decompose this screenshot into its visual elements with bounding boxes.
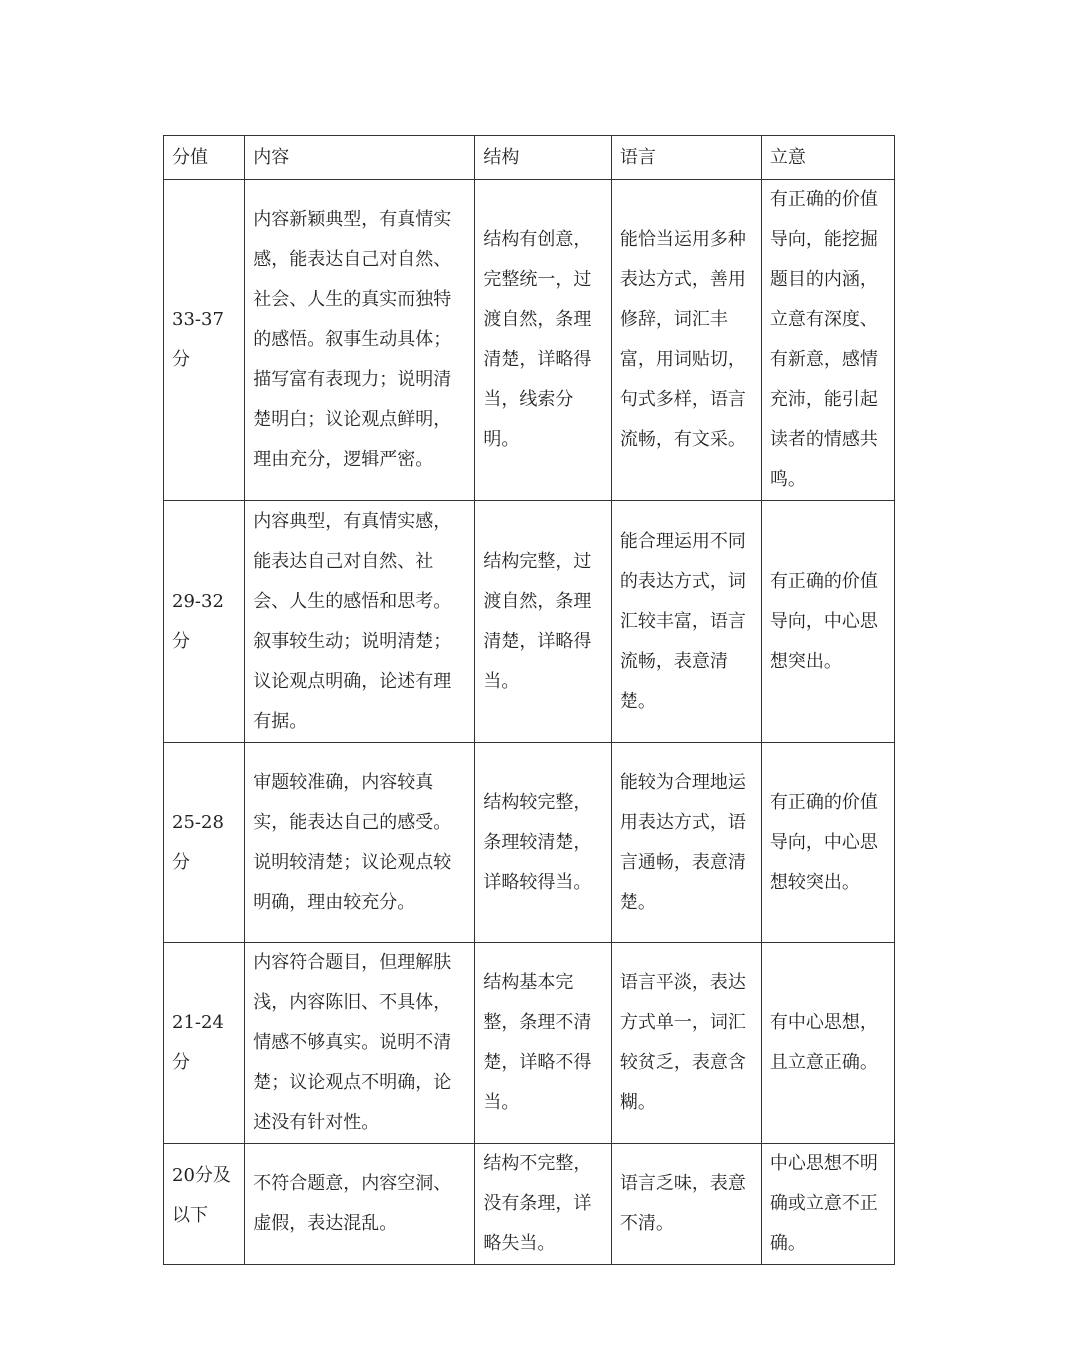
language-cell: 语言乏味，表意不清。 [611, 1144, 761, 1265]
theme-cell: 有正确的价值导向，中心思想较突出。 [761, 743, 894, 943]
table-row [164, 180, 895, 501]
language-cell: 语言平淡，表达方式单一，词汇较贫乏，表意含糊。 [611, 943, 761, 1144]
table-row [164, 501, 895, 743]
score-cell: 25-28分 [164, 743, 245, 943]
header-score: 分值 [164, 136, 245, 180]
content-cell: 内容新颖典型，有真情实感，能表达自己对自然、社会、人生的真实而独特的感悟。叙事生动具体；描写富有表现力；说明清楚明白；议论观点鲜明，理由充分，逻辑严密。 [245, 180, 475, 501]
theme-cell: 有中心思想，且立意正确。 [761, 943, 894, 1144]
theme-cell: 有正确的价值导向，能挖掘题目的内涵，立意有深度、有新意，感情充沛，能引起读者的情感共鸣。 [761, 180, 894, 501]
header-theme: 立意 [761, 136, 894, 180]
header-structure: 结构 [475, 136, 611, 180]
structure-cell: 结构较完整，条理较清楚，详略较得当。 [475, 743, 611, 943]
scoring-rubric-table [163, 135, 895, 1265]
content-cell: 内容符合题目，但理解肤浅，内容陈旧、不具体，情感不够真实。说明不清楚；议论观点不明确，论述没有针对性。 [245, 943, 475, 1144]
header-content: 内容 [245, 136, 475, 180]
content-cell: 审题较准确，内容较真实，能表达自己的感受。说明较清楚；议论观点较明确，理由较充分。 [245, 743, 475, 943]
table-header-row [164, 136, 895, 180]
structure-cell: 结构有创意，完整统一，过渡自然，条理清楚，详略得当，线索分明。 [475, 180, 611, 501]
language-cell: 能合理运用不同的表达方式，词汇较丰富，语言流畅，表意清楚。 [611, 501, 761, 743]
structure-cell: 结构基本完整，条理不清楚，详略不得当。 [475, 943, 611, 1144]
structure-cell: 结构完整，过渡自然，条理清楚，详略得当。 [475, 501, 611, 743]
structure-cell: 结构不完整，没有条理，详略失当。 [475, 1144, 611, 1265]
score-cell: 33-37分 [164, 180, 245, 501]
table-row [164, 943, 895, 1144]
score-cell: 21-24分 [164, 943, 245, 1144]
score-cell: 20分及以下 [164, 1144, 245, 1265]
score-cell: 29-32分 [164, 501, 245, 743]
table-row [164, 743, 895, 943]
language-cell: 能恰当运用多种表达方式，善用修辞，词汇丰富，用词贴切，句式多样，语言流畅，有文采。 [611, 180, 761, 501]
content-cell: 内容典型，有真情实感，能表达自己对自然、社会、人生的感悟和思考。叙事较生动；说明清楚；议论观点明确，论述有理有据。 [245, 501, 475, 743]
theme-cell: 中心思想不明确或立意不正确。 [761, 1144, 894, 1265]
language-cell: 能较为合理地运用表达方式，语言通畅，表意清楚。 [611, 743, 761, 943]
header-language: 语言 [611, 136, 761, 180]
theme-cell: 有正确的价值导向，中心思想突出。 [761, 501, 894, 743]
table-row [164, 1144, 895, 1265]
content-cell: 不符合题意，内容空洞、虚假，表达混乱。 [245, 1144, 475, 1265]
